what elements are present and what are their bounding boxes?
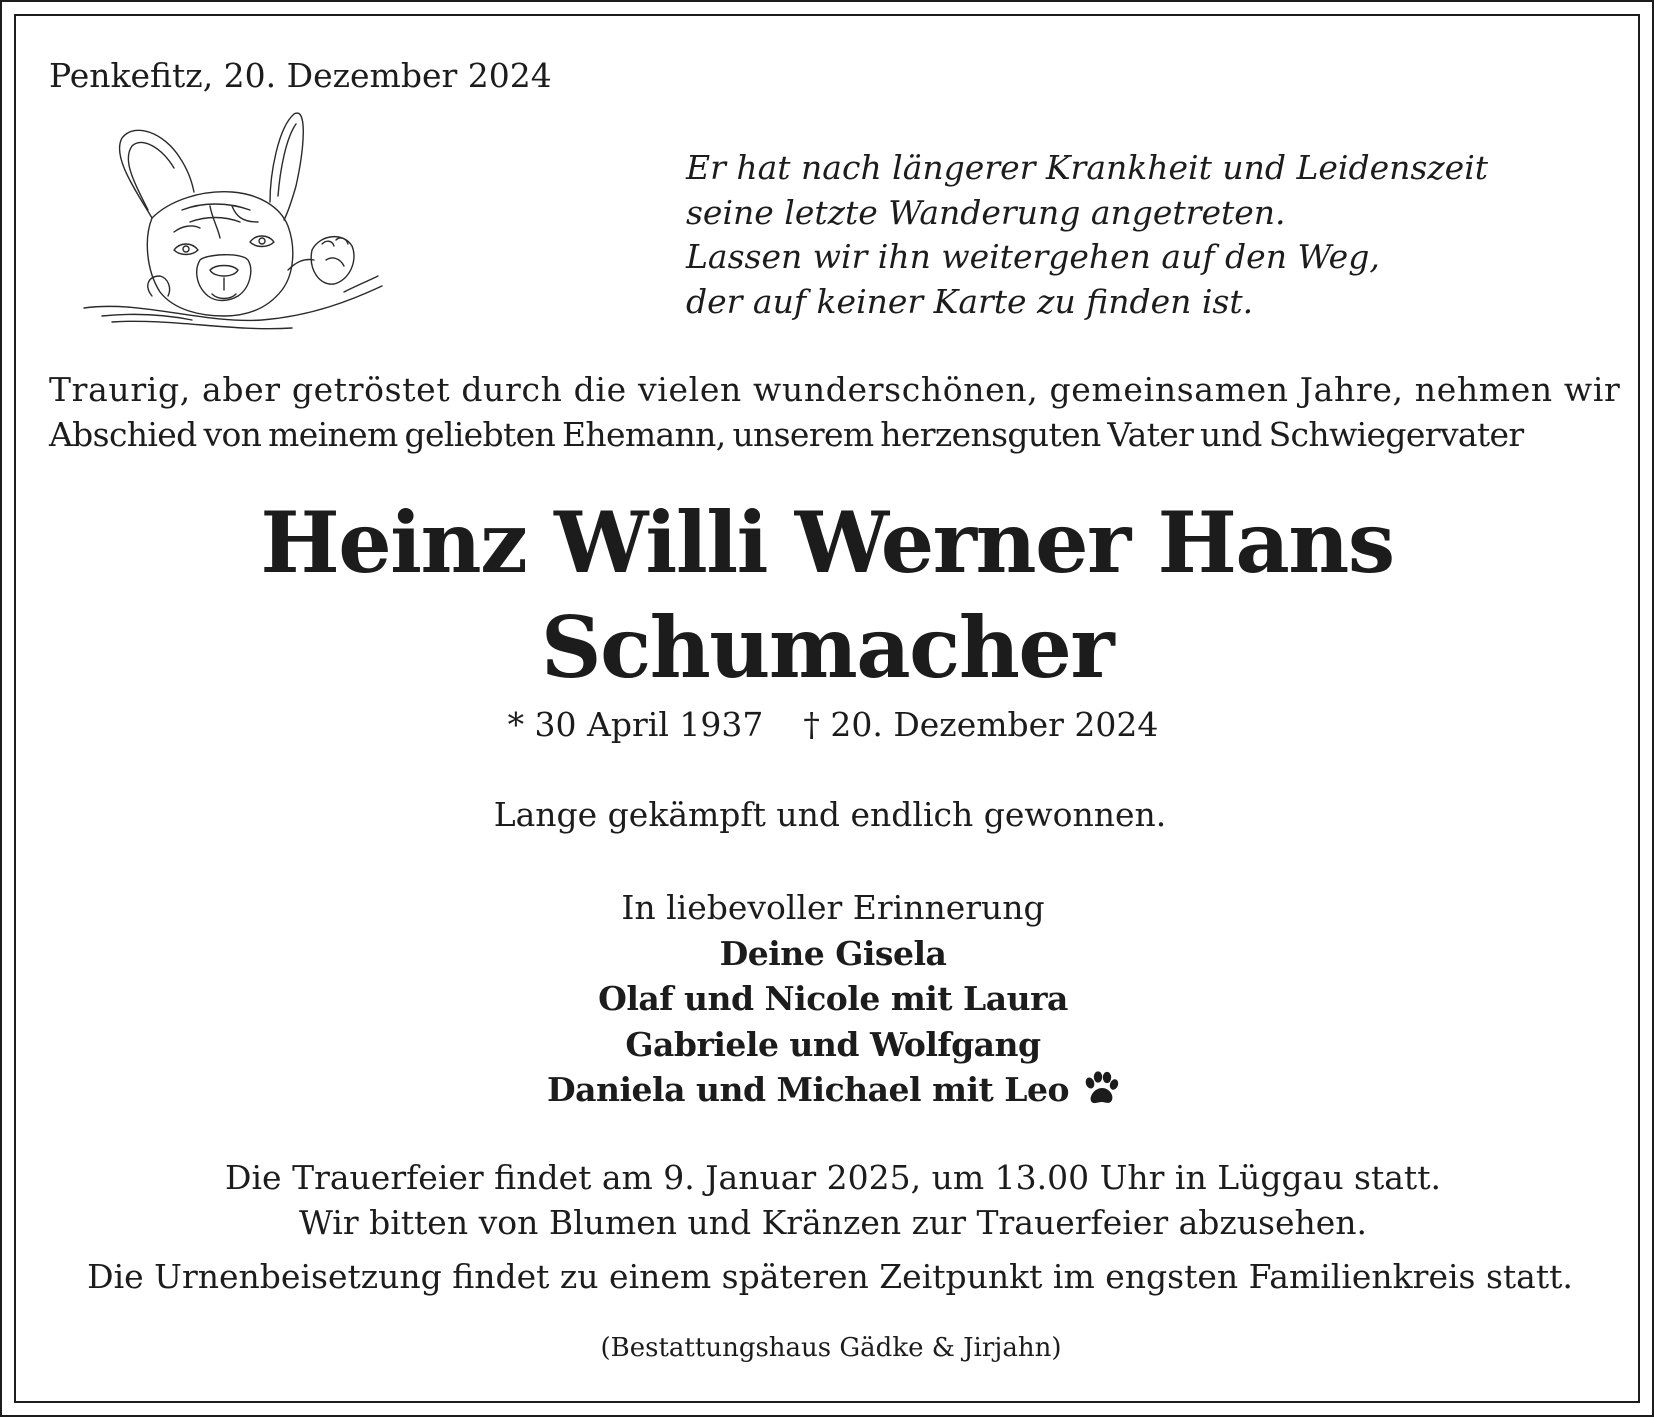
name-line-1: Heinz Willi Werner Hans: [260, 493, 1394, 592]
ceremony-line: Wir bitten von Blumen und Kränzen zur Trauerfeier abzusehen.: [298, 1203, 1368, 1242]
intro-line: Traurig, aber getröstet durch die vielen wunderschönen, gemeinsamen Jahre, nehmen wir: [49, 370, 1621, 409]
intro-line: Abschied von meinem geliebten Ehemann, unserem herzensguten Vater und Schwiegervater: [49, 415, 1524, 454]
paw-print-icon: [1081, 1071, 1119, 1107]
quote-line: seine letzte Wanderung angetreten.: [686, 192, 1286, 232]
deceased-name: [0, 490, 1654, 700]
memorial-quote: [686, 146, 1488, 324]
mourner-row-with-paw: [0, 1067, 1654, 1113]
mourners-intro: In liebevoller Erinnerung: [621, 888, 1045, 927]
intro-text: [49, 367, 1620, 457]
life-dates: [0, 705, 1654, 745]
funeral-home: (Bestattungshaus Gädke & Jirjahn): [600, 1333, 1062, 1363]
ceremony-notice: [0, 1155, 1654, 1245]
bulldog-icon: [82, 110, 392, 345]
mourner-name: Gabriele und Wolfgang: [625, 1024, 1041, 1064]
ceremony-line: Die Trauerfeier findet am 9. Januar 2025, um 13.00 Uhr in Lüggau statt.: [225, 1158, 1441, 1197]
quote-line: der auf keiner Karte zu finden ist.: [686, 281, 1254, 321]
quote-line: Lassen wir ihn weitergehen auf den Weg,: [686, 237, 1380, 276]
birth-date: * 30 April 1937: [507, 705, 764, 744]
mourners-block: [0, 885, 1654, 1113]
death-date: † 20. Dezember 2024: [803, 705, 1159, 744]
mourner-name: Olaf und Nicole mit Laura: [598, 979, 1068, 1018]
mourner-name: Daniela und Michael mit Leo: [547, 1070, 1069, 1109]
quote-line: Er hat nach längerer Krankheit und Leidenszeit: [686, 148, 1489, 187]
urn-notice: Die Urnenbeisetzung findet zu einem späteren Zeitpunkt im engsten Familienkreis statt.: [87, 1257, 1573, 1296]
mourner-name: Deine Gisela: [719, 933, 947, 973]
name-line-2: Schumacher: [540, 598, 1114, 697]
place-date: Penkefitz, 20. Dezember 2024: [49, 56, 552, 95]
motto: Lange gekämpft und endlich gewonnen.: [493, 795, 1167, 834]
